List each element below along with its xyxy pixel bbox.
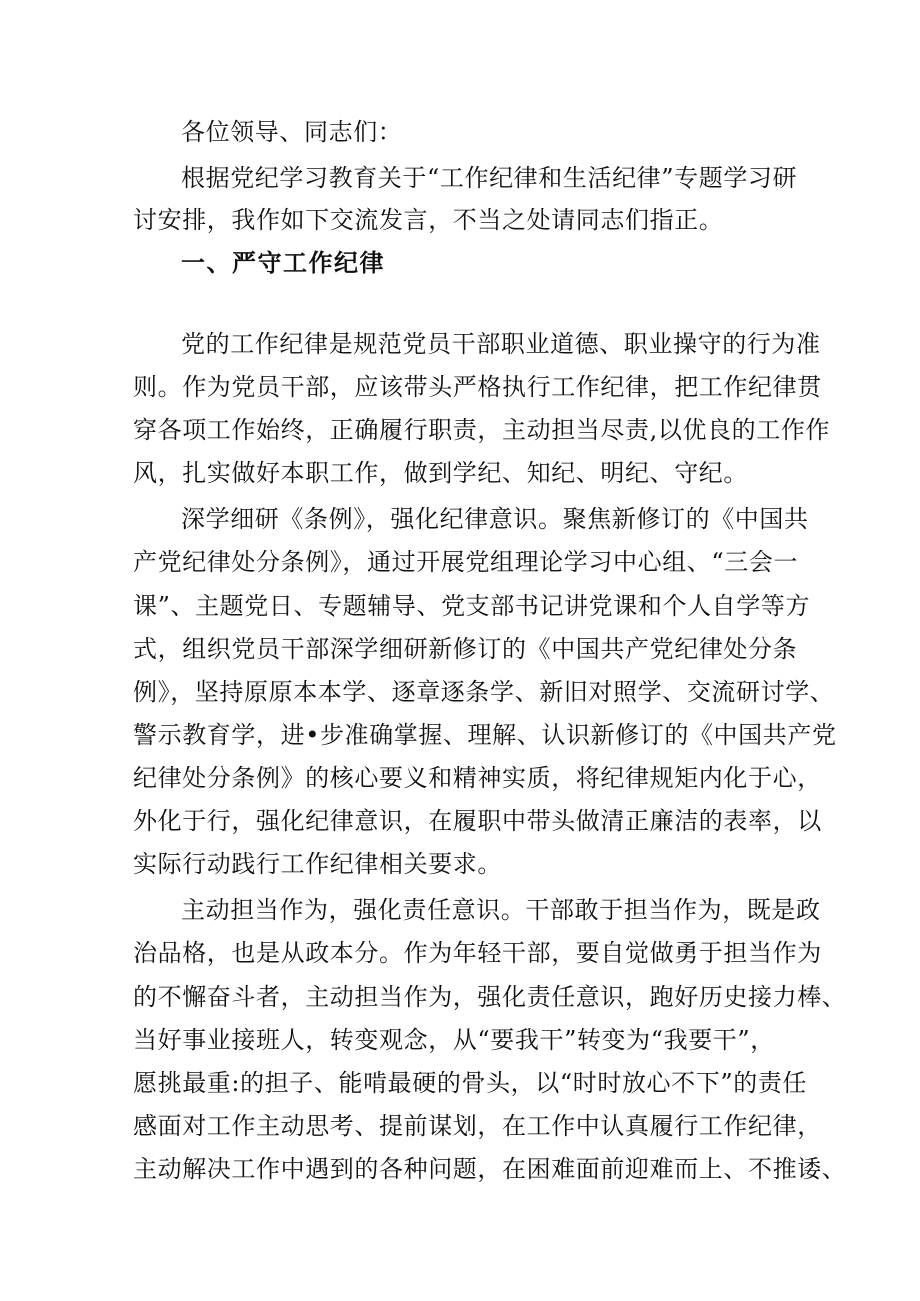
paragraph-line: 感面对工作主动思考、提前谋划，在工作中认真履行工作纪律， [133,1112,822,1140]
paragraph-line: 愿挑最重:的担子、能啃最硬的骨头，以“时时放心不下”的责任 [133,1069,808,1097]
paragraph-line: 的不懈奋斗者，主动担当作为，强化责任意识，跑好历史接力棒、 [133,983,847,1011]
paragraph-line: 外化于行，强化纪律意识，在履职中带头做清正廉洁的表率，以 [133,807,822,835]
paragraph-line: 穿各项工作始终，正确履行职责，主动担当尽责,以优良的工作作 [133,416,831,444]
paragraph-line: 当好事业接班人，转变观念，从“要我干”转变为“我要干”， [133,1026,775,1054]
paragraph-line: 警示教育学，进•步准确掌握、理解、认识新修订的《中国共产党 [133,721,837,749]
paragraph-line: 实际行动践行工作纪律相关要求。 [133,850,502,878]
paragraph-line: 产党纪律处分条例》，通过开展党组理论学习中心组、“三会一 [133,548,799,576]
intro-line: 讨安排，我作如下交流发言，不当之处请同志们指正。 [133,206,724,234]
paragraph-line: 例》，坚持原原本本学、逐章逐条学、新旧对照学、交流研讨学、 [133,678,835,706]
paragraph-line: 深学细研《条例》，强化纪律意识。聚焦新修订的《中国共 [181,505,809,533]
intro-line: 根据党纪学习教育关于“工作纪律和生活纪律”专题学习研 [181,164,798,192]
greeting: 各位领导、同志们： [181,118,403,146]
paragraph-line: 式，组织党员干部深学细研新修订的《中国共产党纪律处分条 [133,635,798,663]
section-heading: 一、严守工作纪律 [181,249,385,277]
paragraph-line: 治品格，也是从政本分。作为年轻干部，要自觉做勇于担当作为 [133,939,822,967]
paragraph-line: 则。作为党员干部，应该带头严格执行工作纪律，把工作纪律贯 [133,373,822,401]
paragraph-line: 主动解决工作中遇到的各种问题，在困难面前迎难而上、不推诿、 [133,1155,847,1183]
paragraph-line: 党的工作纪律是规范党员干部职业道德、职业操守的行为准 [181,330,821,358]
paragraph-line: 风，扎实做好本职工作，做到学纪、知纪、明纪、守纪。 [133,459,748,487]
paragraph-line: 主动担当作为，强化责任意识。干部敢于担当作为，既是政 [181,896,821,924]
paragraph-line: 课”、主题党日、专题辅导、党支部书记讲党课和个人自学等方 [133,592,811,620]
paragraph-line: 纪律处分条例》的核心要义和精神实质，将纪律规矩内化于心， [133,764,822,792]
